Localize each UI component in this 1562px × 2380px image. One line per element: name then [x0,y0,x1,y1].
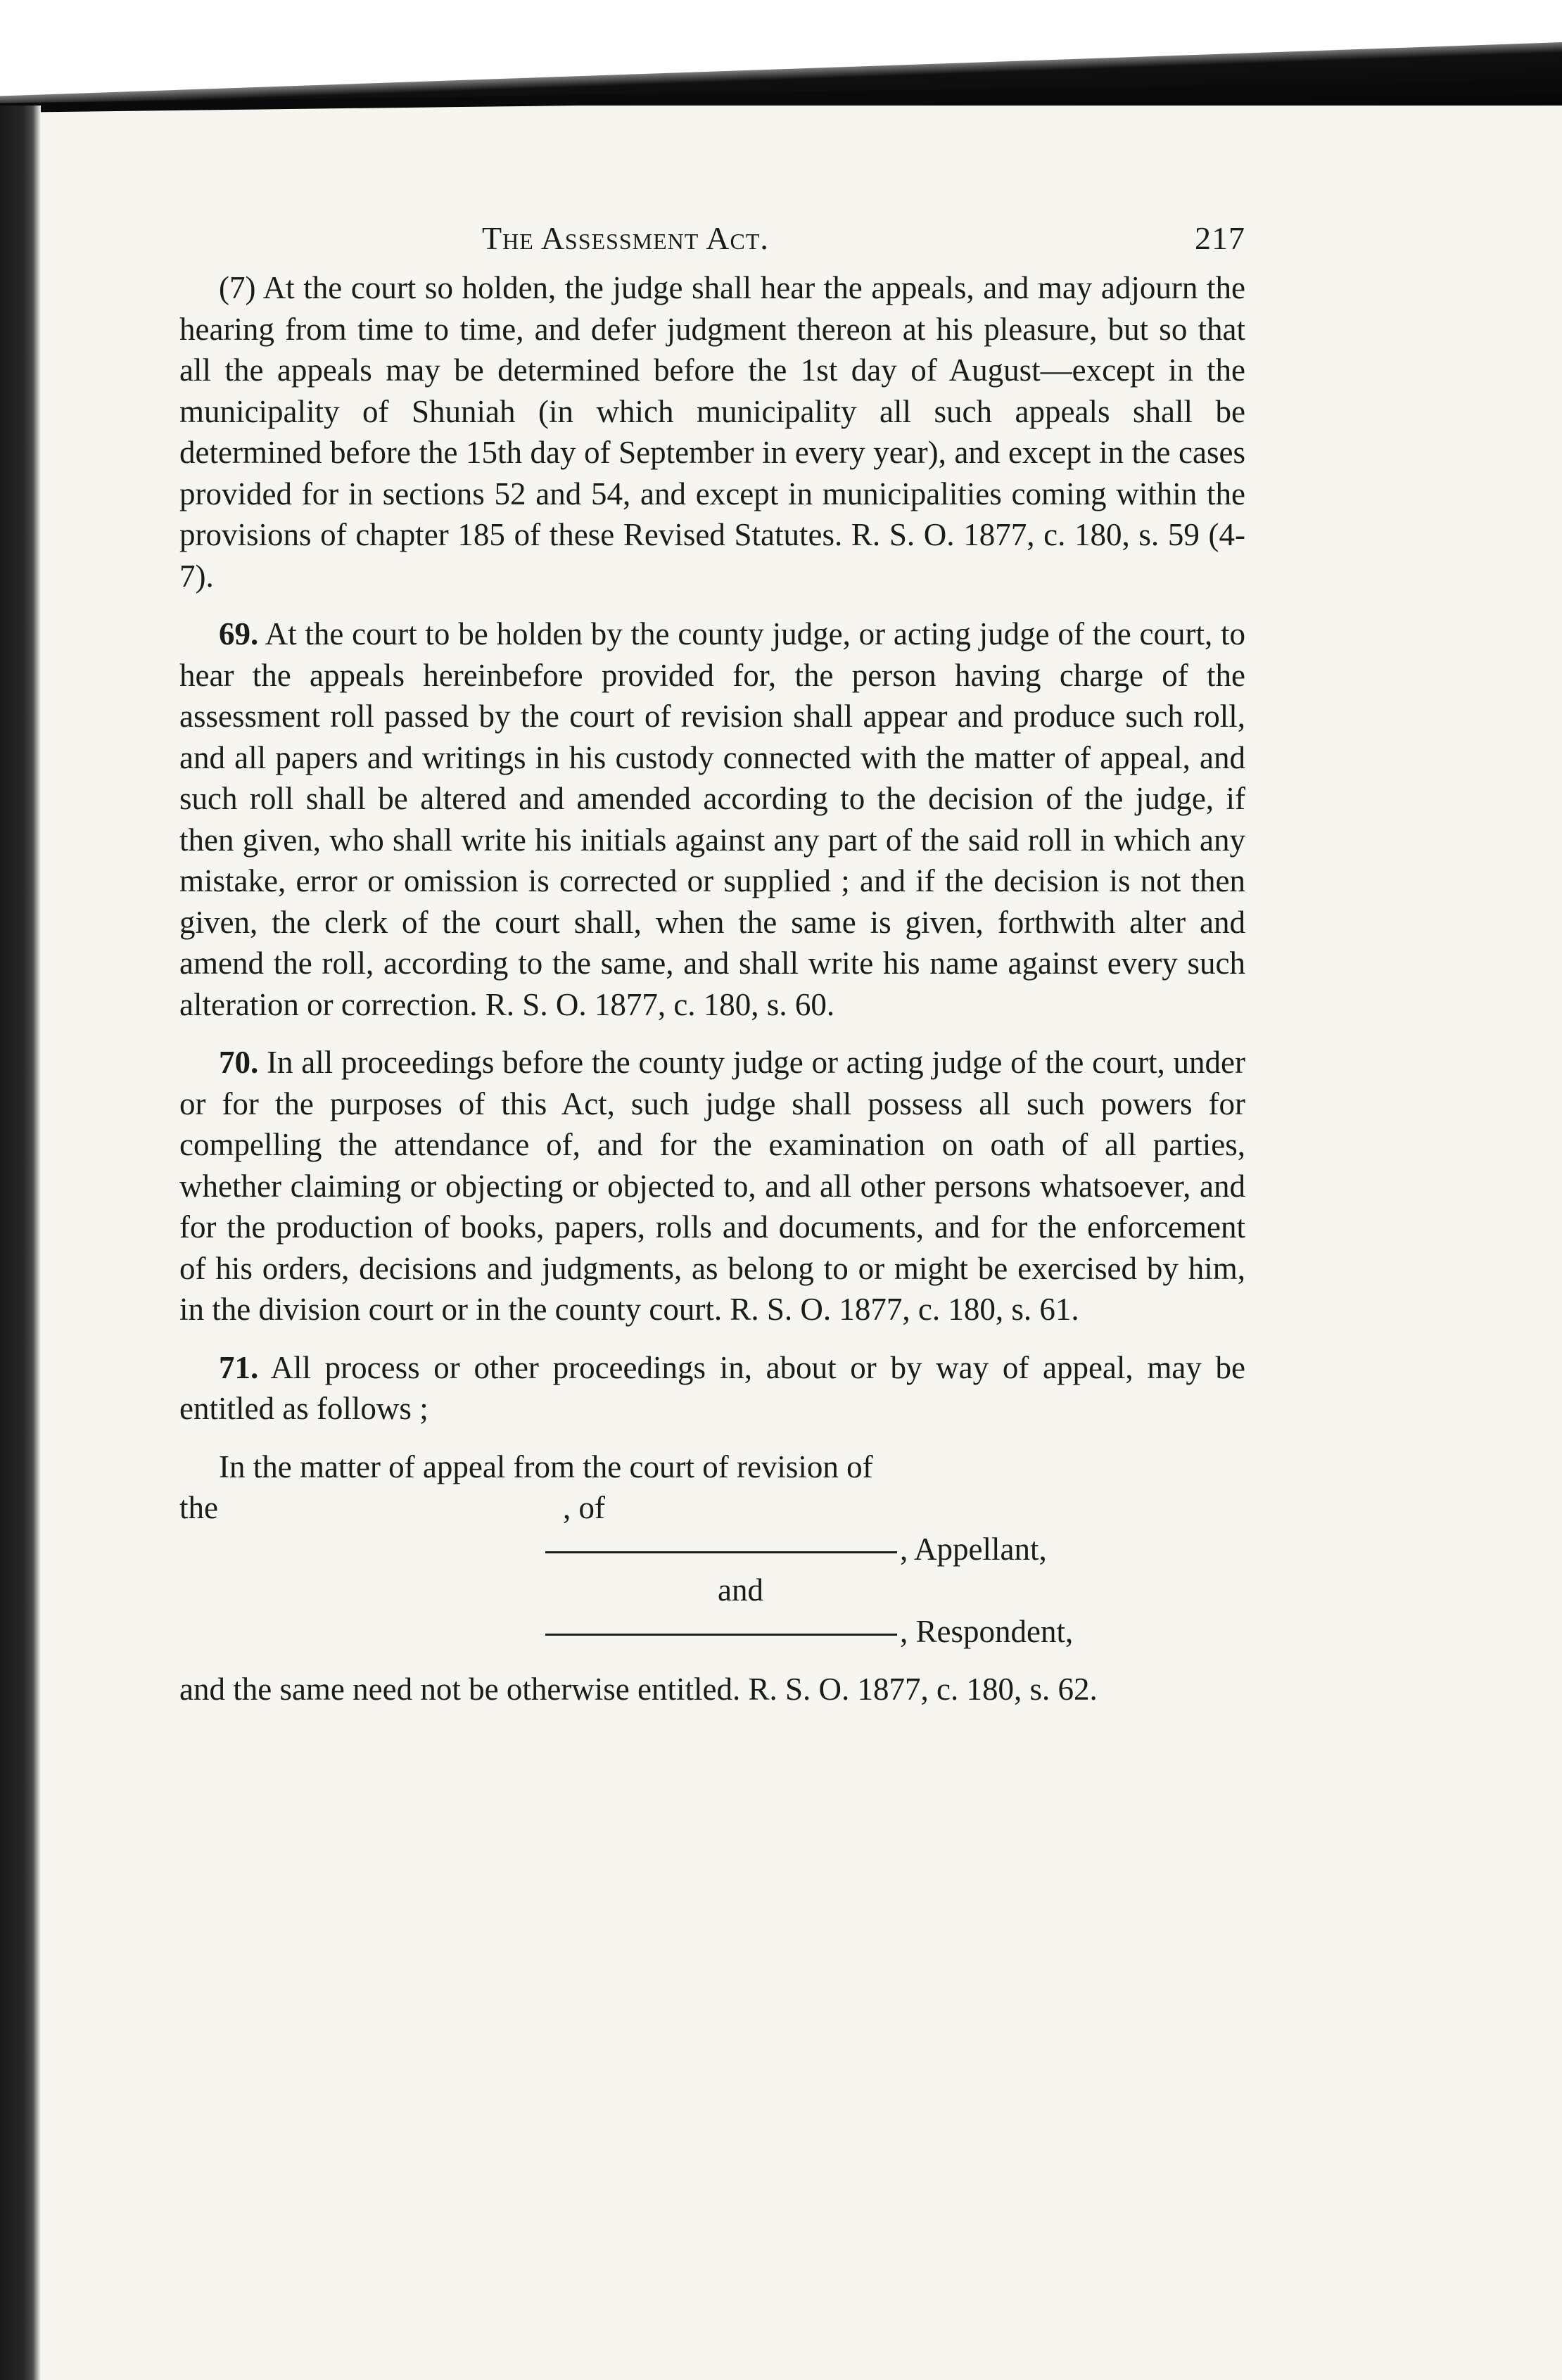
section-69 [179,613,1245,1025]
form-word-the: the [179,1490,218,1525]
appellant-label: , Appellant, [900,1531,1047,1567]
respondent-label: , Respondent, [900,1613,1074,1649]
form-word-and: and [718,1572,763,1608]
form-line-respondent [179,1611,1245,1653]
section-text: All process or other proceedings in, about or by way of appeal, may be entitled as follows ; [179,1349,1245,1426]
page-number: 217 [1195,220,1245,256]
section-number: 71. [219,1349,259,1385]
closing-paragraph: and the same need not be otherwise entitled. R. S. O. 1877, c. 180, s. 62. [179,1672,1098,1707]
section-71 [179,1347,1245,1430]
blank-rule [545,1634,897,1636]
section-text: In all proceedings before the county judge or acting judge of the court, under or for the purposes of this Act, such judge shall possess all such powers for compelling the attendance of, and for the examination on oath of all parties, whether claiming or objecting or objected to, and all other persons whatsoever, and for the production of books, papers, rolls and documents, and for the enforcement of his orders, decisions and judgments, as belong to or might be exercised by him, in the division court or in the county court. R. S. O. 1877, c. 180, s. 61. [179,1045,1245,1327]
form-word-of: , of [563,1490,605,1525]
form-line-matter: In the matter of appeal from the court of revision of [219,1449,873,1484]
form-line-the-of [179,1487,1245,1529]
section-number: 70. [219,1045,259,1080]
style-of-cause-form [179,1446,1245,1653]
blank-rule [545,1551,897,1553]
form-line-appellant [179,1529,1245,1570]
running-title: The Assessment Act. [482,220,769,256]
appellant-entry [545,1529,1047,1570]
section-text: At the court to be holden by the county judge, or acting judge of the court, to hear the appeals hereinbefore provided for, the person having charge of the assessment roll passed by the court of revision shall appear and produce such roll, and all papers and writings in his custody connected with the matter of appeal, and such roll shall be altered and amended according to the decision of the judge, if then given, who shall write his initials against any part of the said roll in which any mistake, error or omission is corrected or supplied ; and if the decision is not then given, the clerk of the court shall, when the same is given, forthwith alter and amend the roll, according to the same, and shall write his name against every such alteration or correction. R. S. O. 1877, c. 180, s. 60. [179,616,1245,1022]
paragraph-subsection-7: (7) At the court so holden, the judge shall hear the appeals, and may adjourn the hearing from time to time, and defer judgment thereon at his pleasure, but so that all the appeals may be determined before the 1st day of August—except in the municipality of Shuniah (in which municipality all such appeals shall be determined before the 15th day of September in every year), and except in the cases provided for in sections 52 and 54, and except in municipalities coming within the provisions of chapter 185 of these Revised Statutes. R. S. O. 1877, c. 180, s. 59 (4-7). [179,270,1245,594]
form-line-and [179,1570,1245,1611]
section-number: 69. [219,616,259,651]
page-body [179,211,1245,1742]
scan-shadow-left [0,106,41,2380]
running-head [179,211,1245,267]
respondent-entry [545,1611,1073,1653]
section-70 [179,1042,1245,1330]
